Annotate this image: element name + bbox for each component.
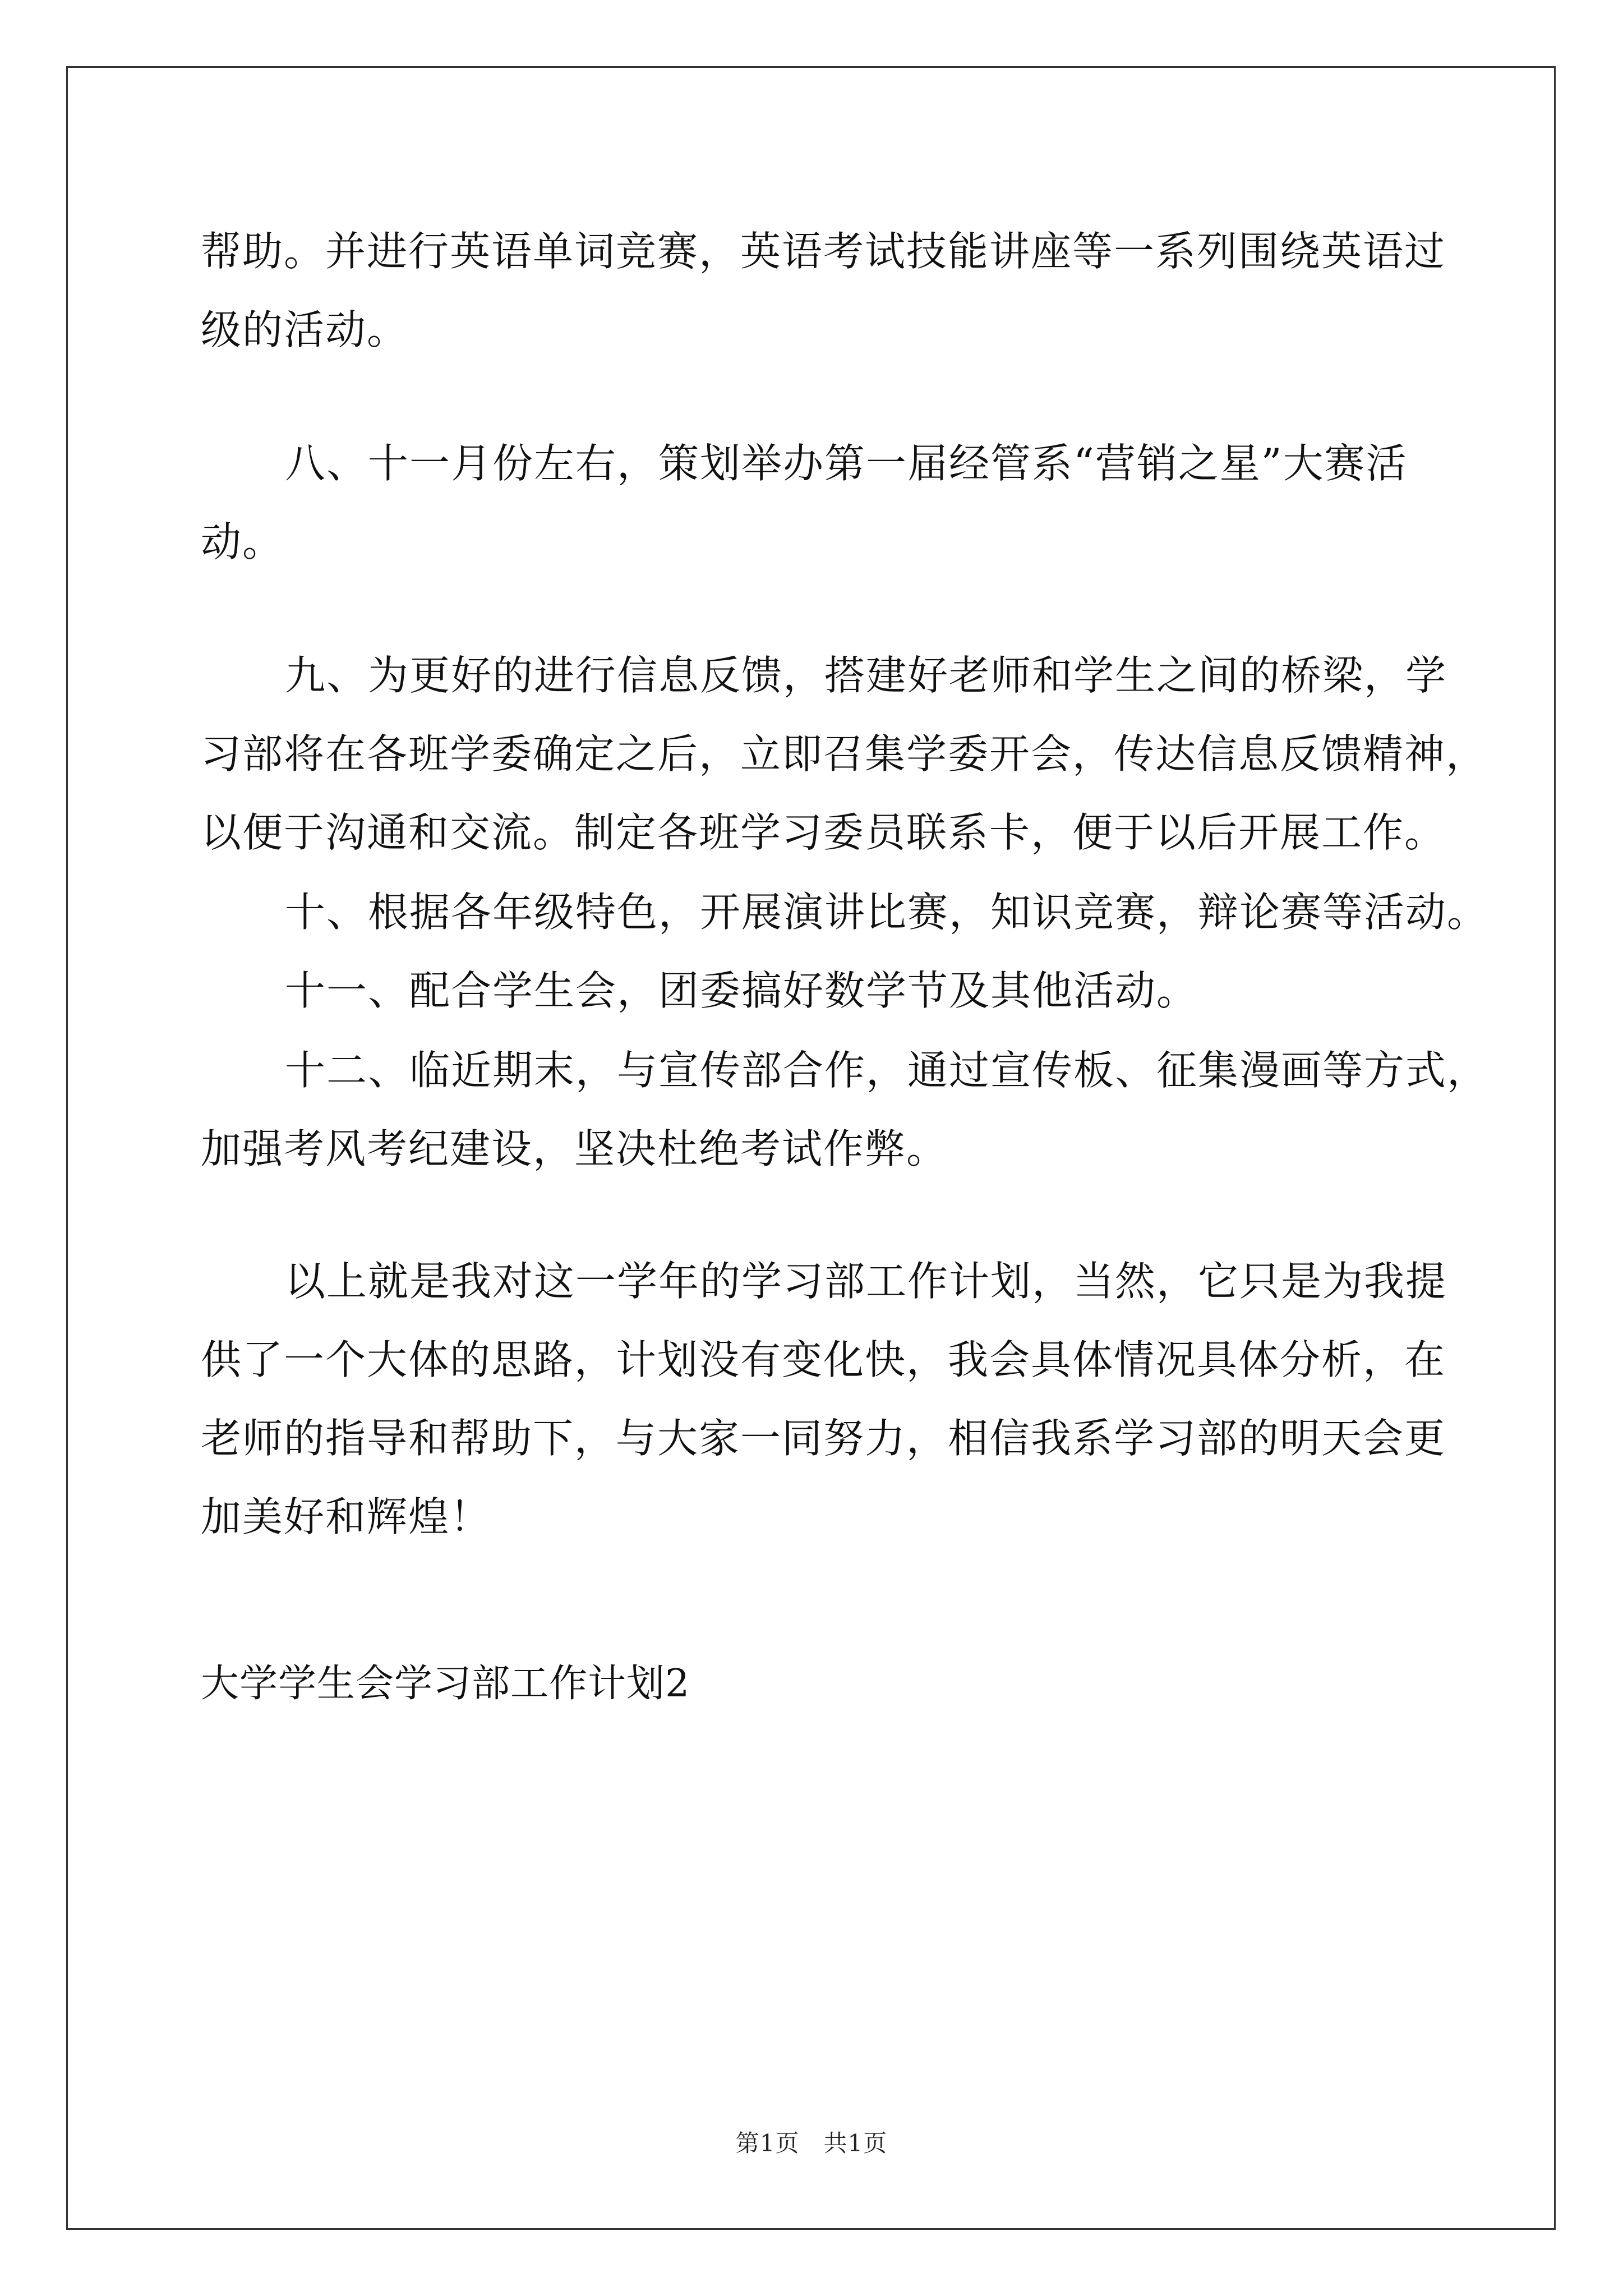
section-heading: 大学学生会学习部工作计划2 bbox=[201, 1662, 690, 1706]
paragraph-line: 八、十一月份左右，策划举办第一届经管系“营销之星”大赛活 bbox=[285, 440, 1408, 487]
paragraph-line: 以上就是我对这一学年的学习部工作计划，当然，它只是为我提 bbox=[285, 1258, 1447, 1305]
paragraph-line: 加强考风考纪建设，坚决杜绝考试作弊。 bbox=[201, 1125, 948, 1172]
paragraph-line: 以便于沟通和交流。制定各班学习委员联系卡，便于以后开展工作。 bbox=[201, 809, 1446, 856]
paragraph-line: 加美好和辉煌！ bbox=[201, 1493, 492, 1540]
paragraph-line: 动。 bbox=[201, 518, 284, 565]
paragraph-line: 帮助。并进行英语单词竞赛，英语考试技能讲座等一系列围绕英语过 bbox=[201, 228, 1446, 275]
paragraph-line: 习部将在各班学委确定之后，立即召集学委开会，传达信息反馈精神， bbox=[201, 730, 1488, 777]
paragraph-line: 十二、临近期末，与宣传部合作，通过宣传板、征集漫画等方式， bbox=[285, 1047, 1489, 1094]
paragraph-line: 级的活动。 bbox=[201, 306, 409, 353]
paragraph-line: 九、为更好的进行信息反馈，搭建好老师和学生之间的桥梁，学 bbox=[285, 652, 1447, 699]
page-number: 第1页 共1页 bbox=[735, 2129, 888, 2157]
paragraph-line: 十一、配合学生会，团委搞好数学节及其他活动。 bbox=[285, 967, 1198, 1014]
paragraph-line: 供了一个大体的思路，计划没有变化快，我会具体情况具体分析，在 bbox=[201, 1336, 1446, 1383]
paragraph-line: 十、根据各年级特色，开展演讲比赛，知识竞赛，辩论赛等活动。 bbox=[285, 889, 1489, 936]
paragraph-line: 老师的指导和帮助下，与大家一同努力，相信我系学习部的明天会更 bbox=[201, 1415, 1446, 1462]
